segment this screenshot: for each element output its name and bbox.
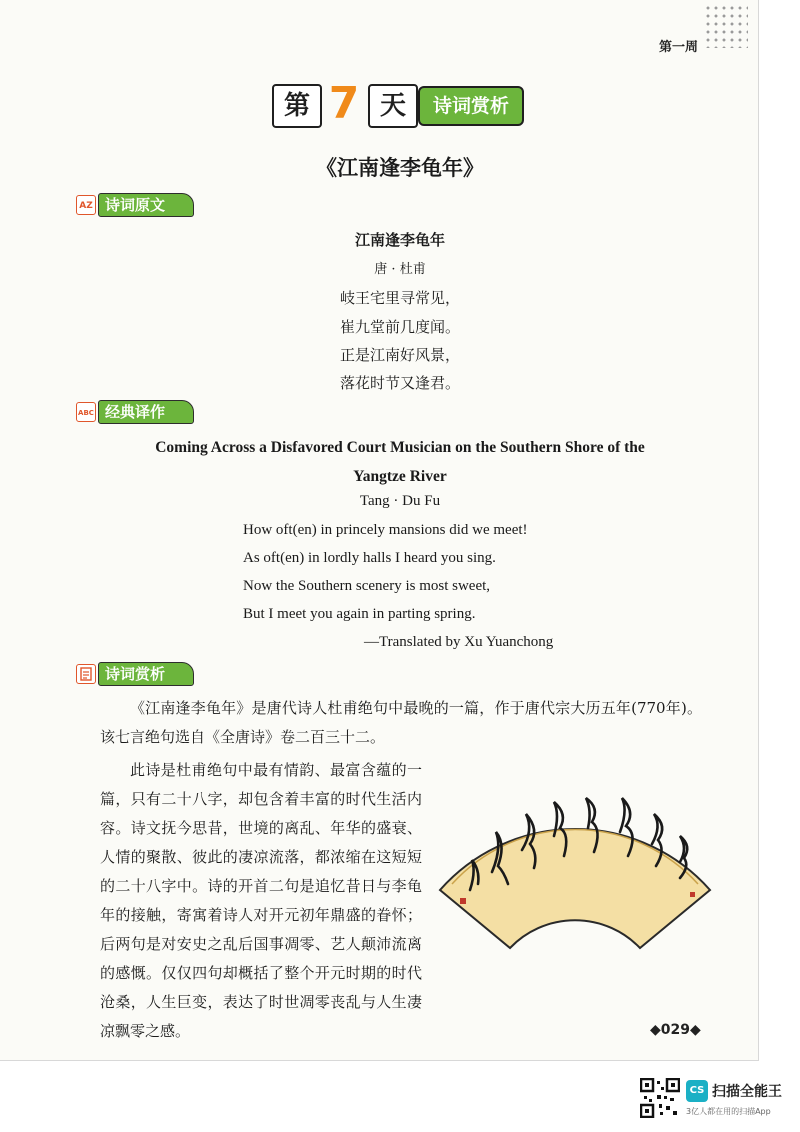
poem-heading: 《江南逢李龟年》 (316, 156, 484, 180)
watermark-name: 扫描全能王 (712, 1084, 782, 1100)
section-original-label: 诗词原文 (98, 193, 194, 217)
translation-credit: —Translated by Xu Yuanchong (364, 634, 554, 650)
translation-line: But I meet you again in parting spring. (243, 606, 476, 622)
az-icon: AZ (76, 195, 96, 215)
document-icon (76, 664, 96, 684)
translation-author: Tang · Du Fu (359, 493, 441, 509)
calligraphy-fan-image (430, 780, 720, 950)
dot-pattern-decoration (704, 4, 748, 48)
original-title: 江南逢李龟年 (354, 231, 445, 249)
scanner-watermark (640, 1078, 790, 1122)
week-label: 第一周 (658, 40, 698, 55)
page-number: ◆029◆ (650, 1022, 701, 1038)
day-topic: 诗词赏析 (418, 86, 524, 126)
original-author: 唐 · 杜甫 (374, 262, 426, 277)
appreciation-paragraph-1: 《江南逢李龟年》是唐代诗人杜甫绝句中最晚的一篇，作于唐代宗大历五年(770年)。该七言绝句选自《全唐诗》卷二百三十二。 (100, 699, 702, 746)
translation-title: Coming Across a Disfavored Court Musician on the Southern Shore of the Yangtze River (155, 439, 645, 485)
abc-icon: ABC (76, 402, 96, 422)
day-number: 7 (328, 78, 360, 129)
translation-line: Now the Southern scenery is most sweet, (243, 578, 491, 594)
translation-line: How oft(en) in princely mansions did we meet! (243, 522, 528, 538)
original-line: 崔九堂前几度闻。 (339, 318, 460, 336)
qr-code-icon (640, 1078, 680, 1118)
section-translation-label: 经典译作 (98, 400, 194, 424)
watermark-subtitle: 3亿人都在用的扫描App (686, 1107, 771, 1116)
section-appreciation-label: 诗词赏析 (98, 662, 194, 686)
camscanner-logo-icon: CS (686, 1080, 708, 1102)
section-translation (76, 400, 194, 424)
translation-line: As oft(en) in lordly halls I heard you sing. (243, 550, 496, 566)
original-line: 落花时节又逢君。 (339, 374, 460, 392)
day-banner (272, 78, 522, 130)
original-line: 正是江南好风景， (339, 346, 460, 364)
appreciation-paragraph-2: 此诗是杜甫绝句中最有情韵、最富含蕴的一篇，只有二十八字，却包含着丰富的时代生活内容。诗文抚今思昔，世境的离乱、年华的盛衰、人情的聚散、彼此的凄凉流落，都浓缩在这短短的二十八字中。诗的开首二句是追忆昔日与李龟年的接触，寄寓着诗人对开元初年鼎盛的眷怀；后两句是对安史之乱后国事凋零、艺人颠沛流离的感慨。仅仅四句却概括了整个开元时期的时代沧桑，人生巨变，表达了时世凋零丧乱与人生凄凉飘零之感。 (100, 761, 422, 1040)
section-appreciation (76, 662, 194, 686)
day-prefix: 第 (272, 84, 322, 128)
section-original (76, 193, 194, 217)
original-line: 岐王宅里寻常见， (339, 289, 460, 307)
day-suffix: 天 (368, 84, 418, 128)
